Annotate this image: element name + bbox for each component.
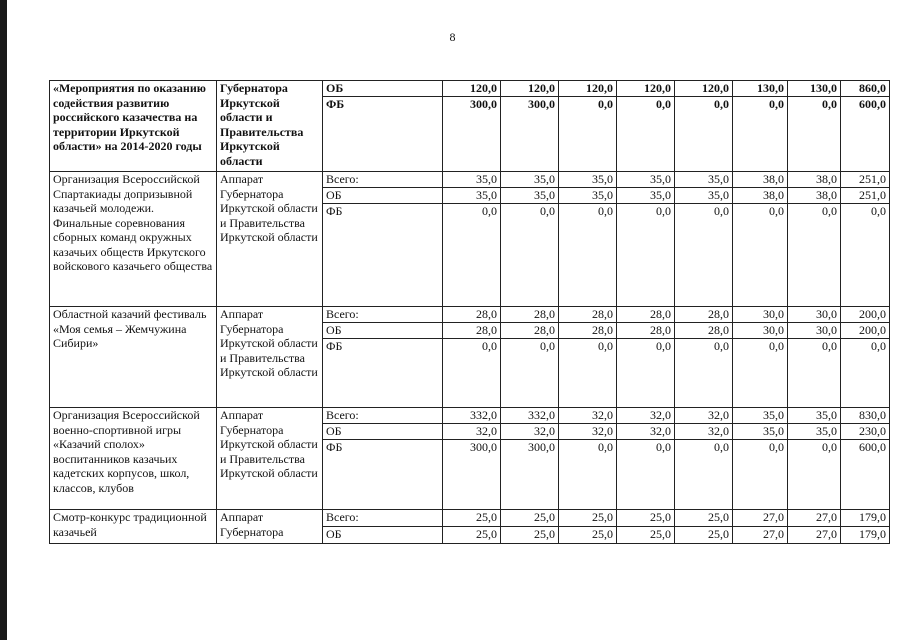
funding-table-body: [50, 81, 890, 544]
total-value-cell: 179,0: [841, 510, 890, 527]
year-value-cell: 130,0: [788, 81, 841, 97]
year-value-cell: 32,0: [559, 408, 617, 424]
year-value-cell: 0,0: [559, 204, 617, 307]
total-value-cell: 179,0: [841, 527, 890, 544]
year-value-cell: 0,0: [617, 204, 675, 307]
total-value-cell: 251,0: [841, 172, 890, 188]
year-value-cell: 120,0: [501, 81, 559, 97]
year-value-cell: 0,0: [501, 204, 559, 307]
year-value-cell: 0,0: [501, 339, 559, 408]
year-value-cell: 35,0: [559, 172, 617, 188]
year-value-cell: 0,0: [788, 339, 841, 408]
total-value-cell: 0,0: [841, 204, 890, 307]
table-row: [50, 172, 890, 188]
year-value-cell: 32,0: [675, 408, 733, 424]
year-value-cell: 30,0: [733, 323, 788, 339]
year-value-cell: 32,0: [617, 424, 675, 440]
year-value-cell: 0,0: [617, 339, 675, 408]
executor-cell: Губернатора Иркутской области и Правительства Иркутской области: [217, 81, 323, 172]
page-number: 8: [449, 30, 456, 44]
funding-source-cell: ФБ: [323, 440, 443, 510]
year-value-cell: 30,0: [733, 307, 788, 323]
year-value-cell: 32,0: [559, 424, 617, 440]
year-value-cell: 0,0: [733, 97, 788, 172]
year-value-cell: 0,0: [733, 440, 788, 510]
year-value-cell: 35,0: [443, 188, 501, 204]
year-value-cell: 120,0: [675, 81, 733, 97]
year-value-cell: 35,0: [788, 408, 841, 424]
table-row: [50, 307, 890, 323]
total-value-cell: 600,0: [841, 440, 890, 510]
year-value-cell: 38,0: [733, 188, 788, 204]
total-value-cell: 200,0: [841, 307, 890, 323]
year-value-cell: 0,0: [675, 204, 733, 307]
year-value-cell: 35,0: [733, 424, 788, 440]
table-row: [50, 510, 890, 527]
year-value-cell: 0,0: [788, 204, 841, 307]
year-value-cell: 300,0: [501, 97, 559, 172]
year-value-cell: 25,0: [443, 527, 501, 544]
year-value-cell: 35,0: [443, 172, 501, 188]
activity-description: «Мероприятия по оказанию содействия развитию российского казачества на территории Иркутской области» на 2014-2020 годы: [50, 81, 217, 172]
funding-source-cell: ОБ: [323, 188, 443, 204]
year-value-cell: 25,0: [559, 527, 617, 544]
year-value-cell: 120,0: [617, 81, 675, 97]
year-value-cell: 0,0: [788, 440, 841, 510]
year-value-cell: 30,0: [788, 323, 841, 339]
year-value-cell: 25,0: [675, 510, 733, 527]
year-value-cell: 0,0: [788, 97, 841, 172]
funding-source-cell: ФБ: [323, 339, 443, 408]
year-value-cell: 28,0: [617, 323, 675, 339]
year-value-cell: 25,0: [501, 510, 559, 527]
activity-description: Областной казачий фестиваль «Моя семья – Жемчужина Сибири»: [50, 307, 217, 408]
year-value-cell: 25,0: [559, 510, 617, 527]
funding-table: [49, 80, 890, 544]
year-value-cell: 28,0: [501, 307, 559, 323]
executor-cell: Аппарат Губернатора Иркутской области и Правительства Иркутской области: [217, 307, 323, 408]
year-value-cell: 35,0: [675, 172, 733, 188]
year-value-cell: 38,0: [733, 172, 788, 188]
year-value-cell: 35,0: [617, 172, 675, 188]
funding-source-cell: Всего:: [323, 172, 443, 188]
year-value-cell: 32,0: [617, 408, 675, 424]
year-value-cell: 28,0: [617, 307, 675, 323]
year-value-cell: 0,0: [733, 204, 788, 307]
funding-source-cell: ОБ: [323, 81, 443, 97]
year-value-cell: 0,0: [559, 97, 617, 172]
year-value-cell: 0,0: [733, 339, 788, 408]
funding-source-cell: ФБ: [323, 97, 443, 172]
total-value-cell: 0,0: [841, 339, 890, 408]
year-value-cell: 0,0: [559, 339, 617, 408]
year-value-cell: 38,0: [788, 172, 841, 188]
funding-source-cell: ФБ: [323, 204, 443, 307]
total-value-cell: 251,0: [841, 188, 890, 204]
year-value-cell: 28,0: [675, 307, 733, 323]
total-value-cell: 200,0: [841, 323, 890, 339]
executor-cell: Аппарат Губернатора: [217, 510, 323, 544]
funding-source-cell: Всего:: [323, 510, 443, 527]
year-value-cell: 0,0: [675, 440, 733, 510]
year-value-cell: 0,0: [443, 339, 501, 408]
funding-source-cell: ОБ: [323, 424, 443, 440]
year-value-cell: 0,0: [617, 97, 675, 172]
year-value-cell: 0,0: [675, 97, 733, 172]
year-value-cell: 120,0: [559, 81, 617, 97]
year-value-cell: 25,0: [501, 527, 559, 544]
activity-description: Смотр-конкурс традиционной казачьей: [50, 510, 217, 544]
year-value-cell: 300,0: [443, 97, 501, 172]
year-value-cell: 35,0: [733, 408, 788, 424]
year-value-cell: 28,0: [443, 307, 501, 323]
year-value-cell: 28,0: [675, 323, 733, 339]
year-value-cell: 30,0: [788, 307, 841, 323]
year-value-cell: 35,0: [617, 188, 675, 204]
table-row: [50, 81, 890, 97]
year-value-cell: 32,0: [443, 424, 501, 440]
year-value-cell: 38,0: [788, 188, 841, 204]
year-value-cell: 0,0: [675, 339, 733, 408]
scan-edge: [0, 0, 7, 640]
year-value-cell: 35,0: [501, 188, 559, 204]
year-value-cell: 25,0: [443, 510, 501, 527]
year-value-cell: 32,0: [501, 424, 559, 440]
year-value-cell: 28,0: [559, 307, 617, 323]
year-value-cell: 0,0: [443, 204, 501, 307]
year-value-cell: 27,0: [733, 510, 788, 527]
funding-source-cell: ОБ: [323, 527, 443, 544]
year-value-cell: 27,0: [788, 510, 841, 527]
year-value-cell: 35,0: [788, 424, 841, 440]
year-value-cell: 35,0: [675, 188, 733, 204]
year-value-cell: 35,0: [501, 172, 559, 188]
total-value-cell: 230,0: [841, 424, 890, 440]
year-value-cell: 32,0: [675, 424, 733, 440]
year-value-cell: 28,0: [559, 323, 617, 339]
year-value-cell: 25,0: [617, 527, 675, 544]
year-value-cell: 25,0: [675, 527, 733, 544]
total-value-cell: 830,0: [841, 408, 890, 424]
table-row: [50, 408, 890, 424]
executor-cell: Аппарат Губернатора Иркутской области и Правительства Иркутской области: [217, 408, 323, 510]
year-value-cell: 300,0: [501, 440, 559, 510]
year-value-cell: 300,0: [443, 440, 501, 510]
year-value-cell: 332,0: [443, 408, 501, 424]
year-value-cell: 332,0: [501, 408, 559, 424]
year-value-cell: 27,0: [788, 527, 841, 544]
total-value-cell: 860,0: [841, 81, 890, 97]
year-value-cell: 0,0: [617, 440, 675, 510]
total-value-cell: 600,0: [841, 97, 890, 172]
activity-description: Организация Всероссийской военно-спортивной игры «Казачий сполох» воспитанников казачьих кадетских корпусов, школ, классов, клубов: [50, 408, 217, 510]
year-value-cell: 35,0: [559, 188, 617, 204]
activity-description: Организация Всероссийской Спартакиады допризывной казачьей молодежи. Финальные соревнования сборных команд окружных казачьих обществ Иркутского войскового казачьего общества: [50, 172, 217, 307]
year-value-cell: 130,0: [733, 81, 788, 97]
year-value-cell: 28,0: [501, 323, 559, 339]
funding-source-cell: Всего:: [323, 307, 443, 323]
year-value-cell: 28,0: [443, 323, 501, 339]
executor-cell: Аппарат Губернатора Иркутской области и Правительства Иркутской области: [217, 172, 323, 307]
year-value-cell: 0,0: [559, 440, 617, 510]
year-value-cell: 25,0: [617, 510, 675, 527]
year-value-cell: 27,0: [733, 527, 788, 544]
funding-source-cell: ОБ: [323, 323, 443, 339]
year-value-cell: 120,0: [443, 81, 501, 97]
funding-source-cell: Всего:: [323, 408, 443, 424]
